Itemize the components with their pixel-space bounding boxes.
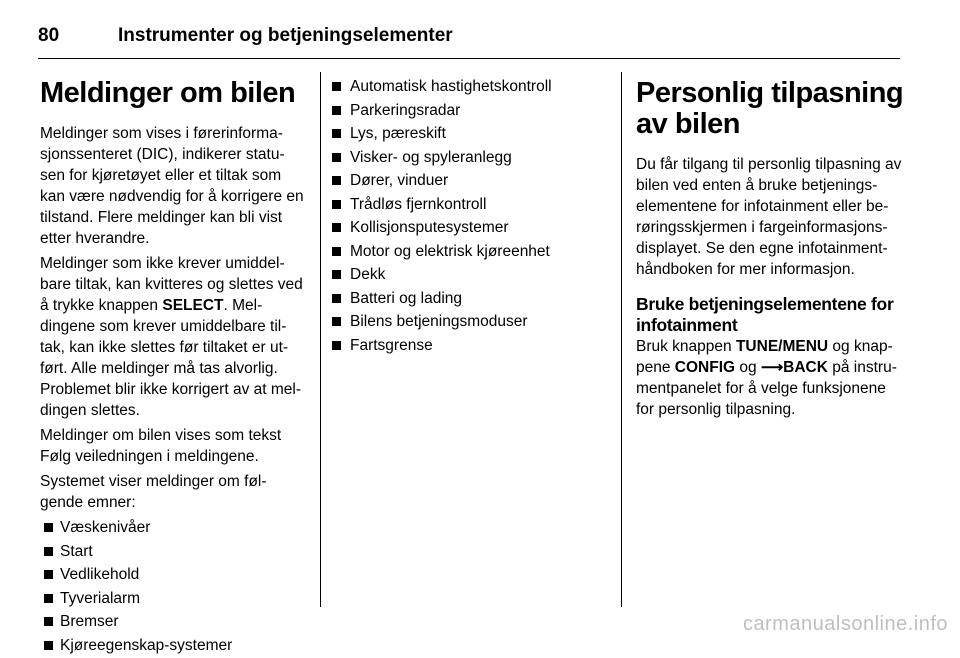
column-2: [332, 72, 602, 358]
column-1: [40, 72, 308, 658]
list-item: Fartsgrense: [332, 335, 602, 356]
square-bullet-icon: [332, 294, 341, 303]
square-bullet-icon: [332, 153, 341, 162]
square-bullet-icon: [332, 341, 341, 350]
section-heading-personalization: Personlig tilpasning av bilen: [636, 77, 904, 140]
page-header: [38, 18, 900, 54]
square-bullet-icon: [44, 523, 53, 532]
list-item: Automatisk hastighetskontroll: [332, 76, 602, 97]
square-bullet-icon: [332, 247, 341, 256]
infotainment-paragraph: Bruk knappen TUNE/MENU og knap-pene CONFIG og ⟶BACK på instru-mentpanelet for å velge funksjonene for personlig tilpasning.: [636, 338, 897, 418]
column-3: [636, 72, 906, 424]
back-button-label: ⟶BACK: [760, 359, 828, 376]
section-heading-vehicle-messages: Meldinger om bilen: [40, 77, 296, 109]
select-button-label: SELECT: [162, 297, 224, 314]
column-divider-2: [621, 72, 622, 607]
list-item: Kollisjonsputesystemer: [332, 217, 602, 238]
topic-list-2: [332, 76, 602, 356]
config-button-label: CONFIG: [674, 359, 736, 376]
header-rule: [38, 58, 900, 59]
p2-text-before: Meldinger som ikke krever umiddel-bare tiltak, kan kvitteres og slettes ved å trykke knappen: [40, 255, 303, 314]
list-item: Dekk: [332, 264, 602, 285]
list-item: Batteri og lading: [332, 288, 602, 309]
list-item: Bremser: [44, 611, 308, 632]
list-item: Start: [44, 541, 308, 562]
square-bullet-icon: [44, 594, 53, 603]
square-bullet-icon: [332, 129, 341, 138]
list-item: Vedlikehold: [44, 564, 308, 585]
list-item: Lys, pæreskift: [332, 123, 602, 144]
watermark: carmanualsonline.info: [742, 613, 948, 635]
list-item: Dører, vinduer: [332, 170, 602, 191]
subheading-infotainment-controls: Bruke betjeningselementene for infotainment: [636, 294, 894, 335]
square-bullet-icon: [332, 106, 341, 115]
topic-list-1: [44, 517, 308, 656]
square-bullet-icon: [332, 317, 341, 326]
list-item: Parkeringsradar: [332, 100, 602, 121]
paragraph-4: Systemet viser meldinger om føl-gende emner:: [40, 473, 267, 511]
list-item: Motor og elektrisk kjøreenhet: [332, 241, 602, 262]
square-bullet-icon: [332, 270, 341, 279]
back-arrow-icon: ⟶: [760, 359, 784, 376]
paragraph-3: Meldinger om bilen vises som tekst Følg veiledningen i meldingene.: [40, 427, 282, 465]
square-bullet-icon: [44, 570, 53, 579]
square-bullet-icon: [332, 200, 341, 209]
page-number: 80: [38, 25, 60, 46]
square-bullet-icon: [44, 547, 53, 556]
chapter-title: Instrumenter og betjeningselementer: [118, 25, 453, 46]
list-item: Trådløs fjernkontroll: [332, 194, 602, 215]
p2-text-after: . Mel-dingene som krever umiddelbare til-tak, kan ikke slettes før tiltaket er ut-ført. Alle meldinger må tas alvorlig. Problemet blir ikke korrigert av at mel-dingen slettes.: [40, 297, 301, 419]
square-bullet-icon: [44, 617, 53, 626]
list-item: Kjøreegenskap-systemer: [44, 635, 308, 656]
column-divider-1: [320, 72, 321, 607]
list-item: Bilens betjeningsmoduser: [332, 311, 602, 332]
square-bullet-icon: [332, 82, 341, 91]
tune-menu-button-label: TUNE/MENU: [735, 338, 829, 355]
personalization-paragraph: Du får tilgang til personlig tilpasning av bilen ved enten å bruke betjenings-elementene for infotainment eller be-røringsskjermen i fargeinformasjons-displayet. Se den egne infotainment-håndboken for mer informasjon.: [636, 156, 902, 278]
list-item: Visker- og spyleranlegg: [332, 147, 602, 168]
list-item: Tyverialarm: [44, 588, 308, 609]
paragraph-2: [40, 253, 308, 421]
list-item: Væskenivåer: [44, 517, 308, 538]
square-bullet-icon: [332, 176, 341, 185]
paragraph-1: Meldinger som vises i førerinforma-sjonssenteret (DIC), indikerer statu-sen for kjøretøyet eller et tiltak som kan være nødvendig for å korrigere en tilstand. Flere meldinger kan bli vist etter hverandre.: [40, 125, 304, 247]
square-bullet-icon: [332, 223, 341, 232]
